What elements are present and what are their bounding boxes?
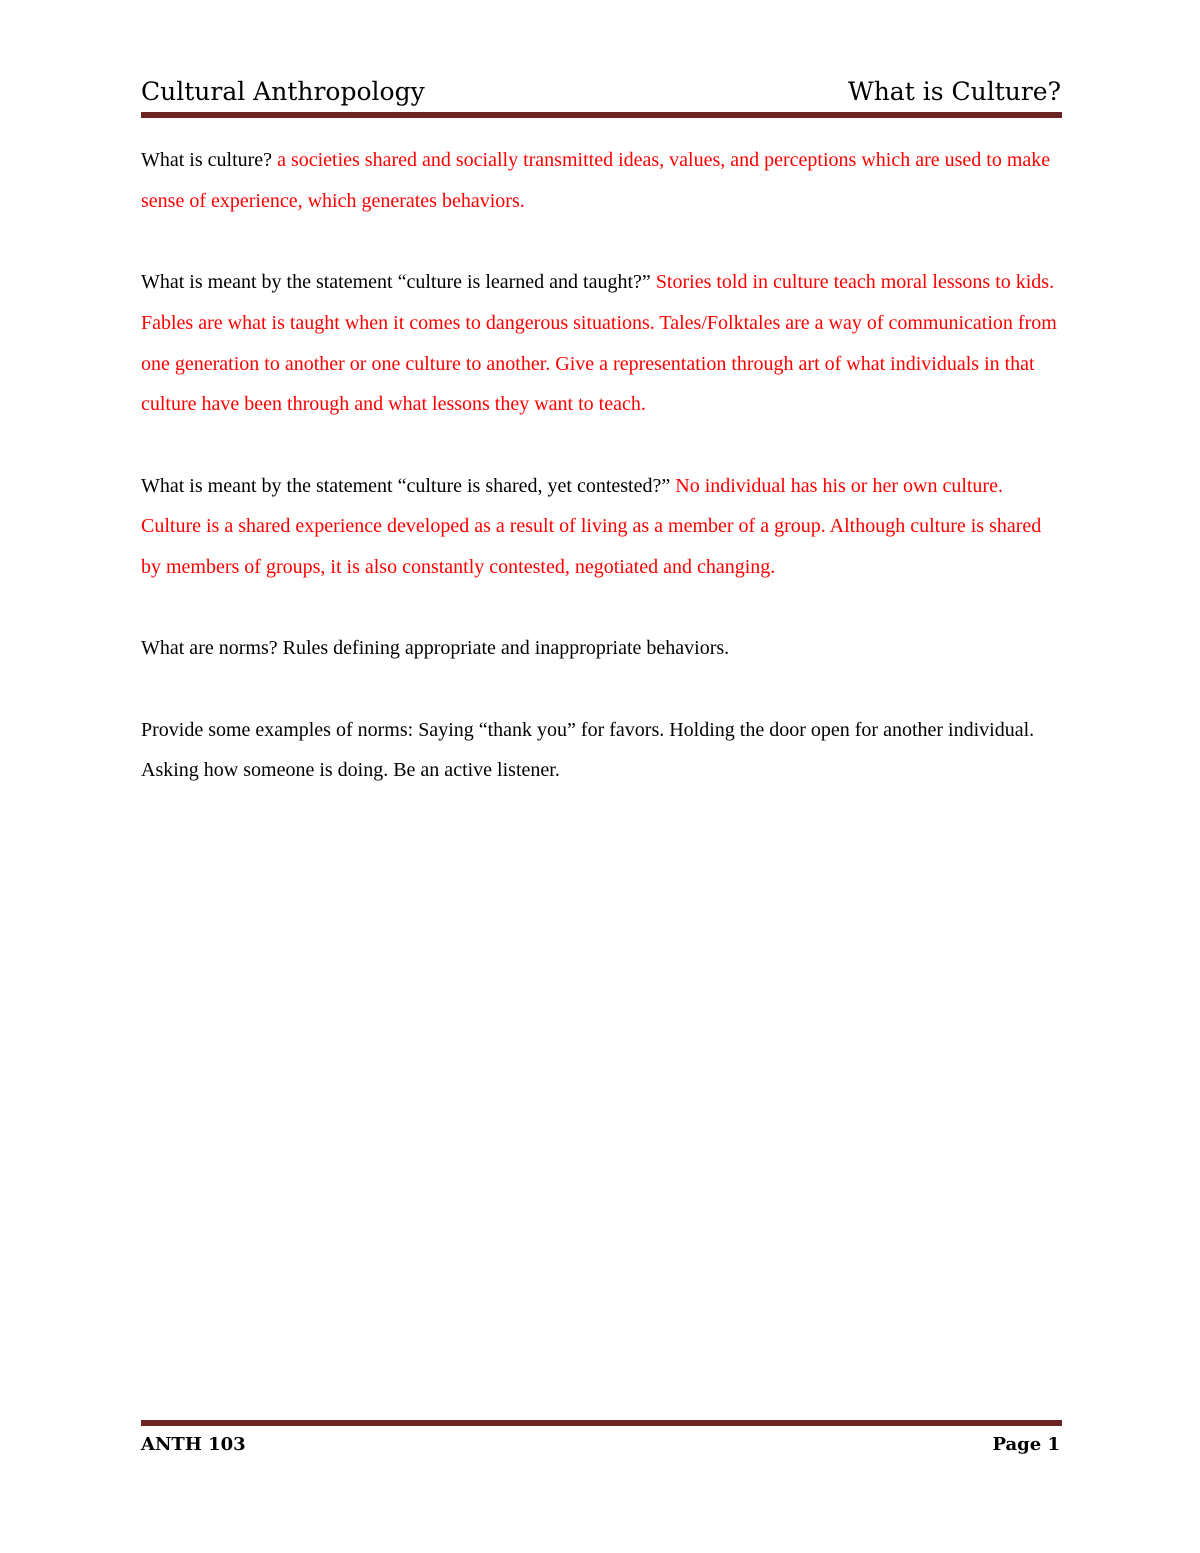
document-body	[141, 140, 1066, 832]
question-text: What are norms?	[141, 637, 283, 660]
footer-course-code: ANTH 103	[141, 1434, 246, 1455]
answer-text: Saying “thank you” for favors. Holding the door open for another individual. Asking how someone is doing. Be an active listener.	[141, 718, 1035, 782]
question-text: What is meant by the statement “culture is shared, yet contested?”	[141, 474, 676, 497]
question-text: What is culture?	[141, 149, 278, 171]
answer-text: No individual has his or her own culture. Culture is a shared experience developed as a result of living as a member of a group. Although culture is shared by members of groups, it is also constantly contested, negotiated and changing.	[141, 474, 1042, 578]
question-block-2	[141, 262, 1066, 425]
question-block-3	[141, 466, 1066, 588]
question-text: Provide some examples of norms:	[141, 718, 419, 741]
footer-page-number: Page 1	[992, 1434, 1060, 1455]
question-text: What is meant by the statement “culture is learned and taught?”	[141, 271, 656, 294]
question-block-1	[141, 140, 1066, 221]
footer-divider	[141, 1420, 1062, 1426]
answer-text: Stories told in culture teach moral lessons to kids. Fables are what is taught when it comes to dangerous situations. Tales/Folktales are a way of communication from one generation to another or one culture to another. Give a representation through art of what individuals in that culture have been through and what lessons they want to teach.	[141, 271, 1057, 416]
header-course-title: Cultural Anthropology	[141, 77, 425, 106]
answer-text: a societies shared and socially transmitted ideas, values, and perceptions which are used to make sense of experience, which generates behaviors.	[141, 149, 1051, 212]
header-section-title: What is Culture?	[848, 77, 1061, 106]
page-header	[141, 74, 1061, 110]
answer-text: Rules defining appropriate and inappropriate behaviors.	[282, 637, 730, 660]
question-block-5	[141, 710, 1066, 791]
header-divider	[141, 112, 1062, 118]
question-block-4	[141, 628, 1066, 669]
